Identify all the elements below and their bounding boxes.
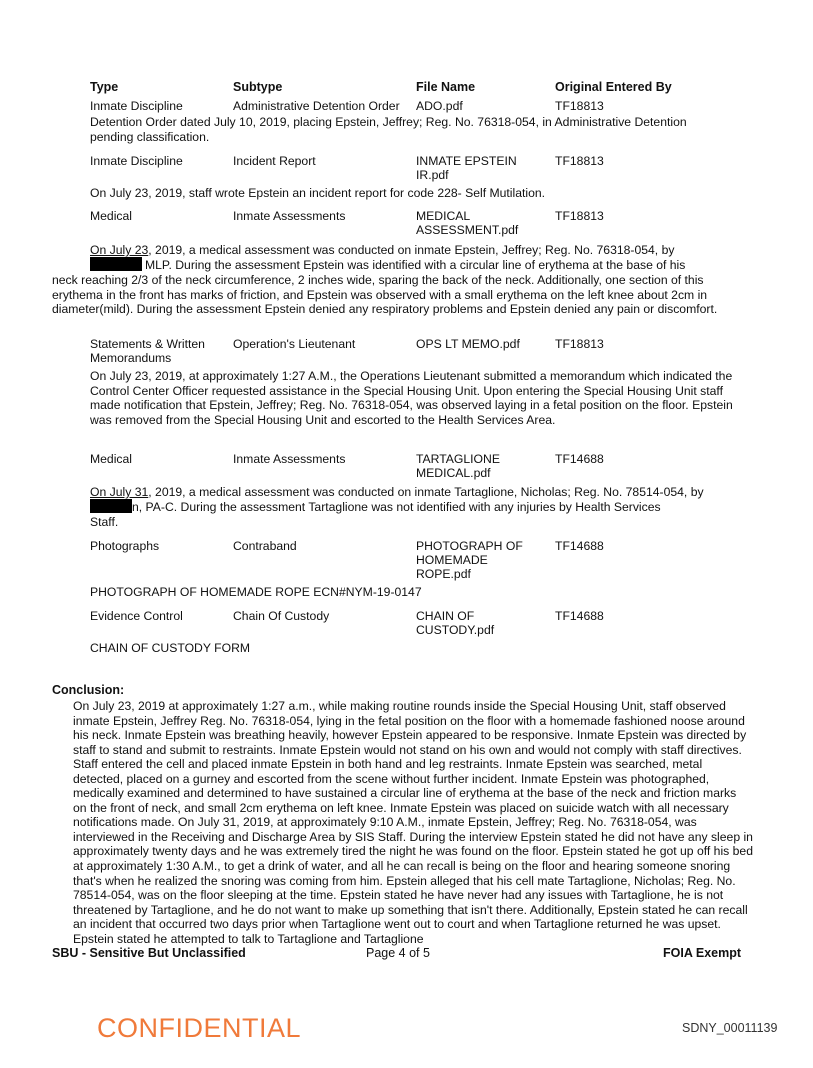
row-description-rest: neck reaching 2/3 of the neck circumference, 2 inches wide, sparing the back of the neck. Additionally, one section of this erythema in the front has marks of friction, and Epstein was observed with a small erythema on the left knee about 2cm in diameter(mild). During the assessment Epstein denied any respiratory problems and Epstein denied any pain or discomfort. [52,273,718,317]
row-description-line2: MLP. During the assessment Epstein was identified with a circular line of erythema at the base of his [145,258,686,272]
header-type: Type [90,80,119,94]
bates-number: SDNY_00011139 [682,1021,778,1035]
row-entered-by: TF18813 [555,99,604,113]
row-type: Medical [90,209,132,223]
row-subtype: Inmate Assessments [233,452,346,466]
row-description-line1-rest: , 2019, a medical assessment was conducted on inmate Epstein, Jeffrey; Reg. No. 76318-054, by [148,243,675,257]
row-type: Inmate Discipline [90,154,183,168]
header-entered-by: Original Entered By [555,80,672,94]
conclusion-heading: Conclusion: [52,683,125,697]
header-subtype: Subtype [233,80,283,94]
redaction-box [90,257,142,271]
row-description: Detention Order dated July 10, 2019, placing Epstein, Jeffrey; Reg. No. 76318-054, in Administrative Detention pending classification. [90,115,687,144]
row-file-name: CHAIN OF CUSTODY.pdf [416,609,495,637]
row-description-line1-rest: , 2019, a medical assessment was conducted on inmate Tartaglione, Nicholas; Reg. No. 78514-054, by [148,485,704,499]
row-subtype: Inmate Assessments [233,209,346,223]
row-subtype: Chain Of Custody [233,609,330,623]
row-file-name: ADO.pdf [416,99,463,113]
row-entered-by: TF18813 [555,209,604,223]
row-entered-by: TF14688 [555,609,604,623]
row-entered-by: TF18813 [555,154,604,168]
row-description-lead: On July 23 [90,243,149,257]
row-file-name: PHOTOGRAPH OF HOMEMADE ROPE.pdf [416,539,523,581]
row-description: CHAIN OF CUSTODY FORM [90,641,251,655]
row-subtype: Administrative Detention Order [233,99,400,113]
row-description: PHOTOGRAPH OF HOMEMADE ROPE ECN#NYM-19-0147 [90,585,422,599]
row-subtype: Incident Report [233,154,316,168]
row-description-lead: On July 31 [90,485,149,499]
row-subtype: Operation's Lieutenant [233,337,356,351]
row-file-name: MEDICAL ASSESSMENT.pdf [416,209,519,237]
row-description-line2: n, PA-C. During the assessment Tartaglione was not identified with any injuries by Health Services [132,500,661,514]
confidential-stamp: CONFIDENTIAL [97,1013,302,1043]
row-file-name: TARTAGLIONE MEDICAL.pdf [416,452,500,480]
row-description: On July 23, 2019, at approximately 1:27 A.M., the Operations Lieutenant submitted a memorandum which indicated the Control Center Officer requested assistance in the Special Housing Unit. Upon entering the Special Housing Unit staff made notification that Epstein, Jeffrey; Reg. No. 76318-054, was observed laying in a fetal position on the floor. Epstein was removed from the Special Housing Unit and escorted to the Health Services Area. [90,369,733,427]
header-file-name: File Name [416,80,476,94]
row-type: Inmate Discipline [90,99,183,113]
footer-classification: SBU - Sensitive But Unclassified [52,946,246,960]
row-type: Statements & Written Memorandums [90,337,205,365]
row-entered-by: TF14688 [555,452,604,466]
row-entered-by: TF14688 [555,539,604,553]
footer-page-number: Page 4 of 5 [366,946,430,960]
row-file-name: OPS LT MEMO.pdf [416,337,520,351]
row-description-line1 [90,243,750,258]
row-type: Evidence Control [90,609,183,623]
row-description-rest: Staff. [90,515,119,529]
conclusion-text: On July 23, 2019 at approximately 1:27 a.m., while making routine rounds inside the Special Housing Unit, staff observed inmate Epstein, Jeffrey Reg. No. 76318-054, lying in the fetal position on the floor with a homemade fashioned noose around his neck. Inmate Epstein was breathing heavily, however Epstein appeared to be responsive. Inmate Epstein was directed by staff to stand and submit to restraints. Inmate Epstein would not stand on his own and would not comply with staff directives. Staff entered the cell and placed inmate Epstein in both hand and leg restraints. Inmate Epstein was searched, metal detected, placed on a gurney and escorted from the scene without further incident. Inmate Epstein was photographed, medically examined and determined to have sustained a circular line of erythema at the base of the neck and friction marks on the front of neck, and small 2cm erythema on left knee. Inmate Epstein was placed on suicide watch with all necessary notifications made. On July 31, 2019, at approximately 9:10 A.M., inmate Epstein, Jeffrey; Reg. No. 76318-054, was interviewed in the Receiving and Discharge Area by SIS Staff. During the interview Epstein stated he did not have any sleep in approximately twenty days and he was extremely tired the night he was found on the floor. Epstein stated he got up off his bed at approximately 1:30 A.M., to get a drink of water, and all he can recall is being on the floor and hearing someone snoring that's when he realized the snoring was coming from him. Epstein alleged that his cell mate Tartaglione, Nicholas; Reg. No. 78514-054, was on the floor sleeping at the time. Epstein stated he have never had any issues with Tartaglione, he is not threatened by Tartaglione, and he do not want to make up something that isn't there. Additionally, Epstein stated he can recall an incident that occurred two days prior when Tartaglione went out to court and when Tartaglione returned he was upset. Epstein stated he attempted to talk to Tartaglione and Tartaglione [73,699,753,946]
row-description-line1 [90,485,750,500]
row-description: On July 23, 2019, staff wrote Epstein an incident report for code 228- Self Mutilation. [90,186,546,200]
row-entered-by: TF18813 [555,337,604,351]
row-file-name: INMATE EPSTEIN IR.pdf [416,154,517,182]
row-type: Medical [90,452,132,466]
redaction-box [90,499,132,513]
footer-foia: FOIA Exempt [663,946,742,960]
row-subtype: Contraband [233,539,297,553]
row-type: Photographs [90,539,160,553]
